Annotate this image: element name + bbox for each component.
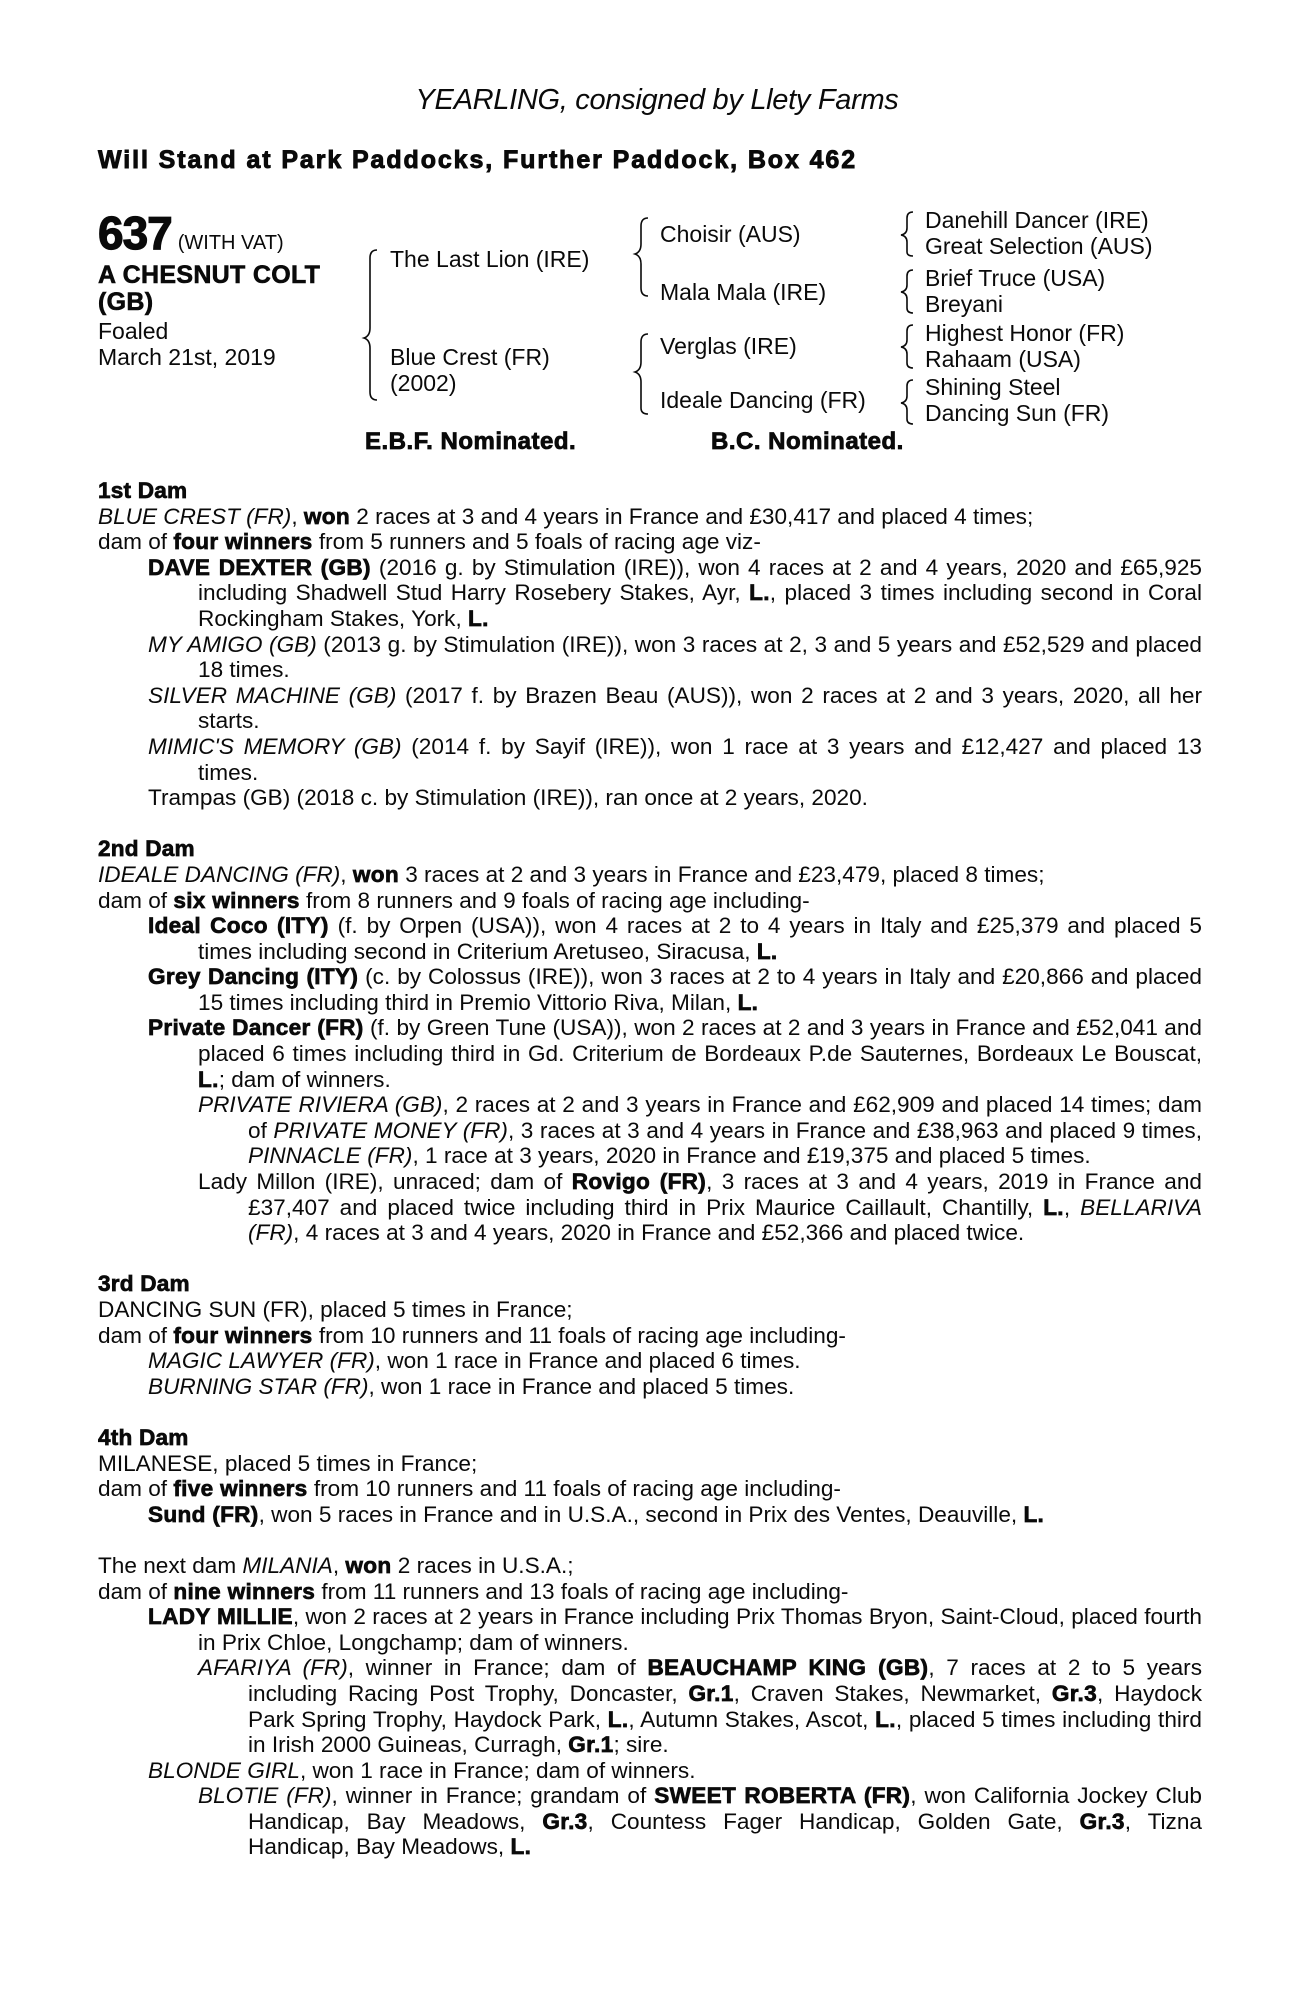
brace-g3-4 [901, 380, 913, 424]
sire-dam: Mala Mala (IRE) [660, 279, 827, 305]
bold-text: six winners [173, 887, 300, 913]
bold-text: Gr.3 [1051, 1680, 1097, 1706]
text-run: , Tizna Handicap, Bay Meadows, [248, 1808, 1202, 1860]
bold-text: won [345, 1552, 392, 1578]
family-entry [148, 1758, 1202, 1784]
text-run: , Countess Fager Handicap, Golden Gate, [587, 1808, 1080, 1834]
bold-text: won [352, 861, 399, 887]
family-entry [148, 1348, 1202, 1374]
dam-foaling-year: (2002) [390, 370, 457, 396]
text-run: , won California Jockey Club Handicap, Bay Meadows, [248, 1783, 1202, 1834]
family-entry [148, 683, 1202, 734]
text-run: (2016 g. by Stimulation (IRE)), won 4 races at 2 and 4 years, 2020 and £65,925 including Shadwell Stud Harry Rosebery Stakes, Ayr, [198, 554, 1202, 606]
text-run: , winner in France; grandam of [331, 1783, 655, 1809]
family-entry [148, 1502, 1202, 1528]
bold-text: L. [1043, 1194, 1064, 1220]
text-run: , won 5 races in France and in U.S.A., second in Prix des Ventes, Deauville, [258, 1501, 1024, 1527]
section-heading: 3rd Dam [98, 1271, 190, 1297]
text-run: , won 2 races at 2 years in France including Prix Thomas Bryon, Saint-Cloud, placed fourth in Prix Chloe, Longchamp; dam of winners. [198, 1604, 1202, 1655]
g3-ancestor: Great Selection (AUS) [925, 233, 1153, 259]
brace-gen1 [364, 250, 377, 400]
text-run: from 8 runners and 9 foals of racing age including- [299, 887, 810, 913]
bold-text: Private Dancer (FR) [148, 1015, 364, 1041]
text-run: , 1 race at 3 years, 2020 in France and £19,375 and placed 5 times. [412, 1143, 1091, 1169]
text-run: DANCING SUN (FR), placed 5 times in France; [98, 1297, 573, 1322]
family-entry [98, 1579, 1202, 1605]
text-run: dam of [98, 1578, 174, 1604]
family-entry [98, 1297, 1202, 1323]
bold-text: L. [737, 989, 759, 1015]
text-run: (2017 f. by Brazen Beau (AUS)), won 2 races at 2 and 3 years, 2020, all her starts. [198, 682, 1202, 734]
text-run: (f. by Green Tune (USA)), won 2 races at 2 and 3 years in France and £52,041 and placed 6 times including third in Gd. Criterium de Bordeaux P.de Sauternes, Bordeaux Le Bouscat, [198, 1015, 1202, 1067]
italic-text: BLONDE GIRL [148, 1757, 300, 1783]
family-entry [198, 1783, 1202, 1860]
section-spacer [98, 811, 1202, 837]
dam-section [98, 478, 1202, 811]
italic-text: MILANIA [242, 1552, 333, 1578]
family-entry [148, 1015, 1202, 1092]
family-details [98, 478, 1202, 1860]
italic-text: MAGIC LAWYER (FR) [148, 1348, 375, 1374]
bold-text: DAVE DEXTER (GB) [148, 554, 371, 580]
family-entry [148, 1604, 1202, 1655]
family-entry [148, 734, 1202, 785]
text-run: (f. by Orpen (USA)), won 4 races at 2 to 4 years in Italy and £25,379 and placed 5 times including second in Criterium Aretuseo, Siracusa, [198, 913, 1202, 964]
text-run: , [291, 503, 304, 529]
text-run: (2014 f. by Sayif (IRE)), won 1 race at 3 years and £12,427 and placed 13 times. [198, 733, 1202, 785]
text-run: 3 races at 2 and 3 years in France and £23,479, placed 8 times; [398, 861, 1045, 887]
text-run: dam of [98, 1476, 174, 1502]
italic-text: PRIVATE RIVIERA (GB) [198, 1092, 443, 1118]
bold-text: nine winners [173, 1578, 316, 1604]
bold-text: Rovigo (FR) [571, 1169, 707, 1195]
g3-ancestor: Highest Honor (FR) [925, 320, 1125, 346]
lot-number: 637 [98, 207, 172, 259]
family-entry [148, 913, 1202, 964]
g3-ancestor: Brief Truce (USA) [925, 265, 1106, 291]
bold-text: Sund (FR) [148, 1501, 259, 1527]
g3-ancestor: Breyani [925, 291, 1003, 317]
dam-section [98, 1425, 1202, 1527]
lot-description-line: A CHESNUT COLT [98, 261, 321, 289]
text-run: , placed 3 times including second in Coral Rockingham Stakes, York, [198, 580, 1202, 631]
family-entry [98, 529, 1202, 555]
text-run: , [1063, 1194, 1081, 1220]
bc-nominated: B.C. Nominated. [711, 428, 904, 455]
text-run: , placed 5 times including third in Irish 2000 Guineas, Curragh, [248, 1706, 1202, 1758]
brace-g3-2 [901, 270, 913, 313]
text-run: ; sire. [613, 1732, 669, 1758]
text-run: , Haydock Park Spring Trophy, Haydock Park, [248, 1680, 1202, 1732]
bold-text: won [303, 503, 350, 529]
bold-text: SWEET ROBERTA (FR) [654, 1783, 911, 1809]
italic-text: BLUE CREST (FR) [98, 503, 292, 529]
text-run: , [340, 861, 353, 887]
text-run: dam of [98, 1322, 174, 1348]
section-spacer [98, 1399, 1202, 1425]
bold-text: L. [1023, 1501, 1045, 1527]
family-entry [148, 1374, 1202, 1400]
foaled-label: Foaled [98, 318, 169, 344]
italic-text: BURNING STAR (FR) [148, 1373, 369, 1399]
brace-g3-3 [901, 325, 913, 368]
bold-text: L. [510, 1834, 532, 1860]
text-run: 2 races at 3 and 4 years in France and £30,417 and placed 4 times; [349, 503, 1034, 529]
sire-sire: Choisir (AUS) [660, 221, 801, 247]
italic-text: PRIVATE MONEY (FR) [273, 1117, 508, 1143]
bold-text: Gr.3 [1079, 1808, 1125, 1834]
section-heading: 2nd Dam [98, 836, 195, 862]
italic-text: MY AMIGO (GB) [148, 631, 317, 657]
bold-text: L. [875, 1706, 896, 1732]
text-run: , won 1 race in France and placed 5 times. [368, 1373, 795, 1399]
lot-description-line: (GB) [98, 288, 154, 316]
brace-g3-1 [901, 212, 913, 256]
italic-text: AFARIYA (FR) [198, 1655, 348, 1681]
vat-note: (WITH VAT) [177, 232, 284, 254]
ebf-nominated: E.B.F. Nominated. [365, 428, 577, 455]
family-entry [198, 1169, 1202, 1246]
family-entry [98, 1476, 1202, 1502]
bold-text: four winners [173, 529, 313, 555]
text-run: , 2 races at 2 and 3 years in France and £62,909 and placed 14 times; dam of [248, 1092, 1202, 1143]
italic-text: IDEALE DANCING (FR) [98, 861, 341, 887]
brace-sire [635, 218, 648, 296]
bold-text: Gr.3 [542, 1808, 588, 1834]
family-entry [98, 1553, 1202, 1579]
text-run: , 3 races at 3 and 4 years in France and £38,963 and placed 9 times, [507, 1117, 1202, 1143]
italic-text: BELLARIVA (FR) [248, 1194, 1202, 1246]
text-run: The next dam [98, 1552, 243, 1578]
family-entry [198, 1655, 1202, 1757]
italic-text: MIMIC'S MEMORY (GB) [148, 733, 402, 759]
text-run: from 10 runners and 11 foals of racing age including- [307, 1476, 841, 1502]
text-run: (2013 g. by Stimulation (IRE)), won 3 races at 2, 3 and 5 years and £52,529 and placed 18 times. [198, 631, 1202, 683]
catalogue-heading: YEARLING, consigned by Llety Farms [415, 84, 899, 116]
bold-text: Grey Dancing (ITY) [148, 964, 359, 990]
foaled-date: March 21st, 2019 [98, 344, 276, 370]
g3-ancestor: Danehill Dancer (IRE) [925, 207, 1149, 233]
family-entry [98, 1451, 1202, 1477]
dam-dam: Ideale Dancing (FR) [660, 387, 866, 413]
text-run: , won 1 race in France and placed 6 times. [374, 1348, 801, 1374]
stabling-location: Will Stand at Park Paddocks, Further Paddock, Box 462 [98, 146, 858, 174]
bold-text: Gr.1 [688, 1680, 734, 1706]
family-entry [198, 1092, 1202, 1169]
bold-text: Gr.1 [568, 1732, 614, 1758]
section-heading: 1st Dam [98, 478, 188, 503]
text-run: , won 1 race in France; dam of winners. [299, 1757, 696, 1783]
brace-dam [635, 334, 648, 414]
text-run: , Craven Stakes, Newmarket, [733, 1680, 1052, 1706]
family-entry [98, 888, 1202, 914]
text-run: from 11 runners and 13 foals of racing age including- [315, 1578, 849, 1604]
text-run: , 4 races at 3 and 4 years, 2020 in France and £52,366 and placed twice. [293, 1220, 1025, 1246]
dam: Blue Crest (FR) [390, 344, 550, 370]
section-spacer [98, 1246, 1202, 1272]
family-entry [148, 555, 1202, 632]
text-run: , 7 races at 2 to 5 years including Racing Post Trophy, Doncaster, [248, 1655, 1202, 1706]
g3-ancestor: Dancing Sun (FR) [925, 400, 1110, 426]
text-run: MILANESE, placed 5 times in France; [98, 1450, 478, 1476]
bold-text: Ideal Coco (ITY) [148, 913, 329, 939]
bold-text: L. [198, 1066, 219, 1092]
text-run: Lady Millon (IRE), unraced; dam of [198, 1169, 572, 1195]
text-run: , 3 races at 3 and 4 years, 2019 in France and £37,407 and placed twice including third in Prix Maurice Caillault, Chantilly, [248, 1169, 1202, 1220]
g3-ancestor: Shining Steel [925, 374, 1061, 400]
dam-section [98, 1553, 1202, 1860]
text-run: Trampas (GB) (2018 c. by Stimulation (IRE)), ran once at 2 years, 2020. [148, 785, 868, 811]
text-run: from 10 runners and 11 foals of racing age including- [312, 1322, 846, 1348]
section-spacer [98, 1527, 1202, 1553]
family-entry [148, 785, 1202, 811]
text-run: dam of [98, 529, 174, 555]
text-run: from 5 runners and 5 foals of racing age viz- [312, 529, 761, 555]
bold-text: BEAUCHAMP KING (GB) [647, 1655, 929, 1681]
text-run: , Autumn Stakes, Ascot, [628, 1706, 876, 1732]
text-run: , winner in France; dam of [347, 1655, 648, 1681]
italic-text: SILVER MACHINE (GB) [148, 682, 397, 708]
section-heading: 4th Dam [98, 1424, 189, 1450]
bold-text: LADY MILLIE [148, 1604, 293, 1630]
text-run: ; dam of winners. [218, 1066, 391, 1092]
bold-text: L. [756, 938, 778, 964]
text-run: 2 races in U.S.A.; [391, 1552, 574, 1578]
family-entry [98, 862, 1202, 888]
family-entry [148, 964, 1202, 1015]
dam-section [98, 1271, 1202, 1399]
text-run: , [332, 1552, 346, 1578]
family-entry [98, 1323, 1202, 1349]
bold-text: four winners [173, 1322, 313, 1348]
text-run: dam of [98, 887, 174, 913]
dam-section [98, 836, 1202, 1246]
bold-text: L. [749, 580, 770, 606]
bold-text: five winners [173, 1476, 308, 1502]
dam-sire: Verglas (IRE) [660, 333, 797, 359]
family-entry [148, 632, 1202, 683]
italic-text: BLOTIE (FR) [198, 1783, 332, 1809]
bold-text: L. [607, 1706, 629, 1732]
italic-text: PINNACLE (FR) [248, 1143, 413, 1169]
text-run: (c. by Colossus (IRE)), won 3 races at 2 to 4 years in Italy and £20,866 and placed 15 times including third in Premio Vittorio Riva, Milan, [198, 964, 1202, 1015]
sire: The Last Lion (IRE) [390, 246, 590, 272]
family-entry [98, 504, 1202, 530]
g3-ancestor: Rahaam (USA) [925, 346, 1081, 372]
bold-text: L. [468, 605, 489, 631]
